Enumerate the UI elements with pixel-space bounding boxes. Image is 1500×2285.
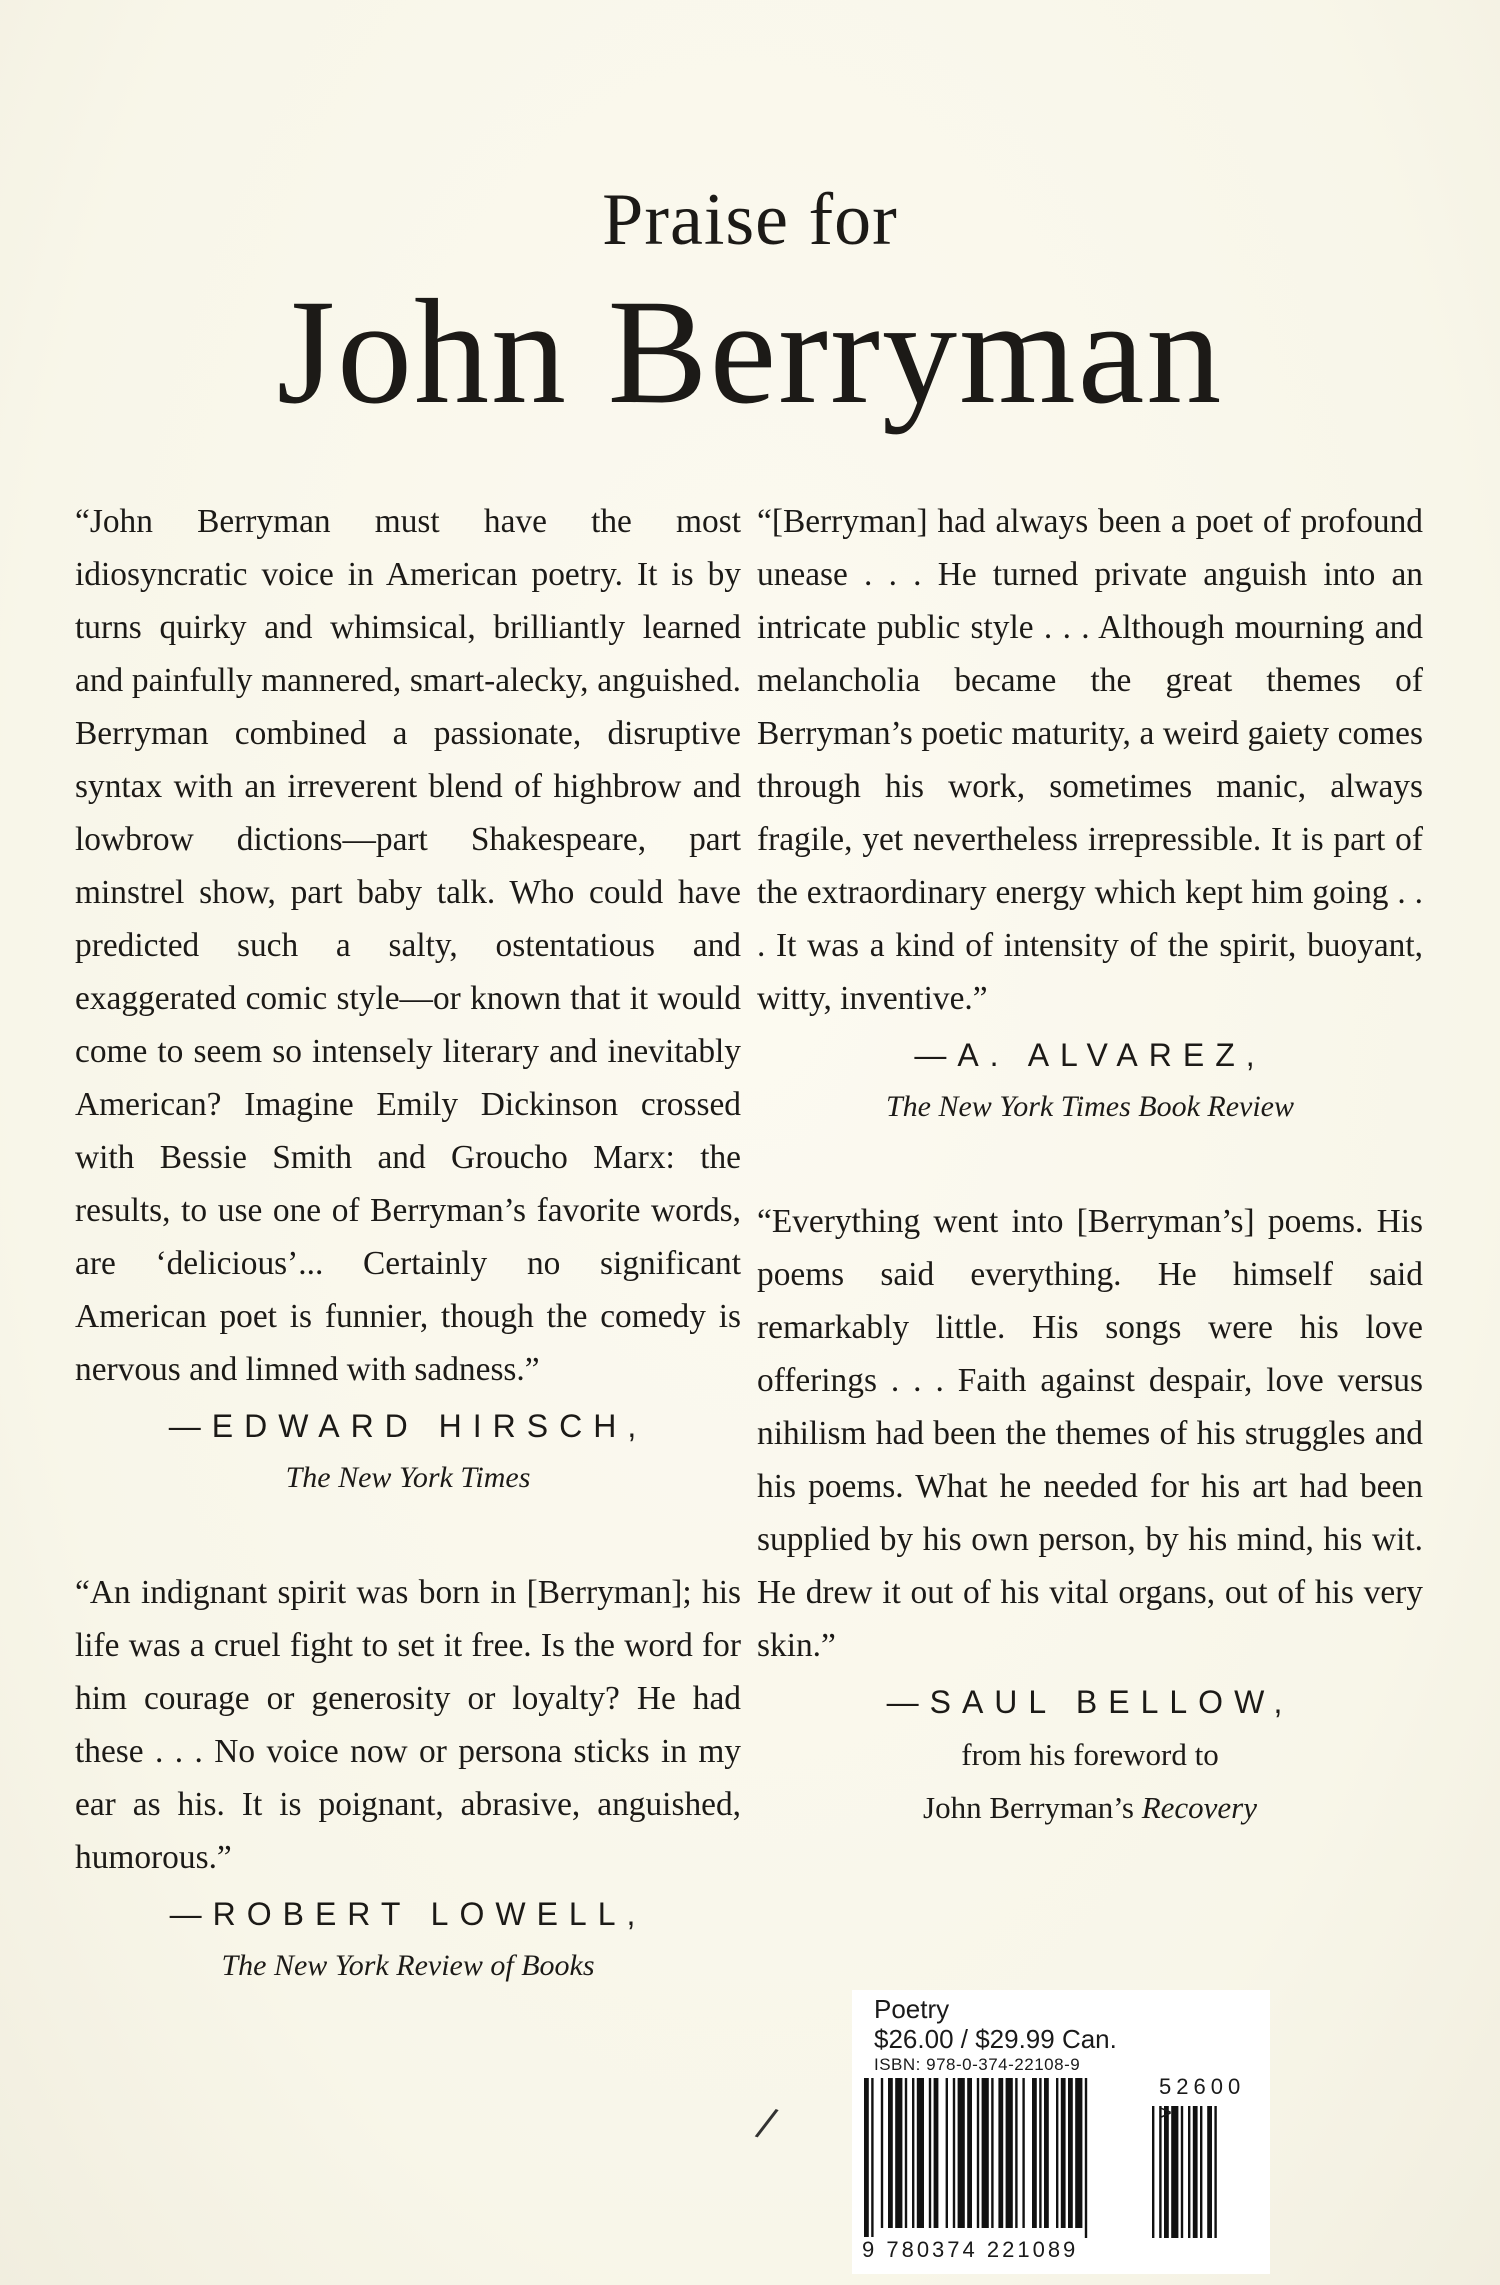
barcode-bar	[929, 2078, 931, 2228]
barcode-bar	[905, 2078, 907, 2228]
barcode-bar	[953, 2078, 955, 2228]
stray-ink-mark: /	[752, 2099, 781, 2147]
heading-praise-for: Praise for	[602, 179, 898, 261]
label-category: Poetry	[874, 1994, 950, 2024]
barcode-label	[852, 1990, 1270, 2274]
blurb-alvarez-source: The New York Times Book Review	[885, 1090, 1295, 1123]
barcode-bar	[967, 2078, 972, 2228]
barcode-bar	[946, 2078, 948, 2228]
blurb-alvarez-author: —A. ALVAREZ,	[914, 1037, 1266, 1073]
blurb-lowell-author: —ROBERT LOWELL,	[169, 1896, 647, 1932]
barcode-bar	[1056, 2078, 1058, 2228]
barcode-bar	[1085, 2078, 1087, 2238]
barcode-bar	[1032, 2078, 1037, 2228]
blurb-lowell	[75, 1566, 741, 1992]
blurb-bellow-source-line1: from his foreword to	[961, 1737, 1219, 1772]
right-column	[757, 495, 1423, 1834]
barcode-bar	[895, 2078, 902, 2228]
blurb-hirsch-text: “John Berryman must have the most idiosyncratic voice in American poetry. It is by turns quirky and whimsical, brilliantly learned and painfully mannered, smart-alecky, anguished. Berryman combined a passionate, disruptive syntax with an irreverent blend of highbrow and lowbrow dictions—part Shakespeare, part minstrel show, part baby talk. Who could have predicted such a salty, ostentatious and exaggerated comic style—or known that it would come to seem so intensely literary and inevitably American? Imagine Emily Dickinson crossed with Bessie Smith and Groucho Marx: the results, to use one of Berryman’s favorite words, are ‘delicious’... Certainly no significant American poet is funnier, though the comedy is nervous and limned with sadness.”	[75, 503, 741, 1388]
blurb-hirsch-author: —EDWARD HIRSCH,	[168, 1408, 648, 1444]
label-price: $26.00 / $29.99 Can.	[874, 2024, 1117, 2054]
barcode-bar	[1075, 2078, 1082, 2228]
barcode-bar	[1006, 2078, 1013, 2228]
barcode-bar	[871, 2078, 873, 2238]
blurb-lowell-attribution	[75, 1888, 741, 1992]
barcode-bar	[982, 2078, 989, 2228]
barcode-bar	[1044, 2078, 1049, 2228]
label-isbn: ISBN: 978-0-374-22108-9	[874, 2055, 1081, 2074]
barcode-bar	[958, 2078, 965, 2228]
barcode-bar	[991, 2078, 993, 2228]
isbn-digits: 9 780374 221089	[862, 2237, 1079, 2262]
barcode-bar	[998, 2078, 1003, 2228]
barcode-bar	[977, 2078, 979, 2228]
barcode-addon-bar	[1152, 2106, 1154, 2238]
blurb-bellow-author: —SAUL BELLOW,	[886, 1684, 1294, 1720]
blurb-lowell-text: “An indignant spirit was born in [Berryman]; his life was a cruel fight to set it free. Is the word for him courage or generosity or loyalty? He had these . . . No voice now or persona sticks in my ear as his. It is poignant, abrasive, anguished, humorous.”	[75, 1574, 741, 1876]
blurb-bellow-attribution	[757, 1676, 1423, 1834]
blurb-bellow-source-title: Recovery	[1141, 1790, 1257, 1825]
barcode-bar	[917, 2078, 924, 2228]
barcode-bar	[934, 2078, 939, 2228]
barcode-bar	[881, 2078, 883, 2228]
blurb-bellow-source-prefix: John Berryman’s	[923, 1790, 1142, 1825]
blurb-alvarez	[757, 495, 1423, 1133]
blurb-hirsch-attribution	[75, 1400, 741, 1504]
barcode-bar	[912, 2078, 914, 2228]
barcode-bar	[1022, 2078, 1024, 2228]
barcode-bar	[888, 2078, 893, 2228]
blurb-lowell-source: The New York Review of Books	[221, 1949, 595, 1982]
blurb-hirsch-source: The New York Times	[285, 1461, 531, 1494]
blurb-alvarez-attribution	[757, 1029, 1423, 1133]
barcode-bar	[864, 2078, 869, 2238]
barcode-bar	[1068, 2078, 1073, 2228]
heading-author-name: John Berryman	[276, 269, 1224, 435]
price-code: 52600 >	[1159, 2074, 1246, 2125]
blurb-alvarez-text: “[Berryman] had always been a poet of profound unease . . . He turned private anguish into an intricate public style . . . Although mourning and melancholia became the great themes of Berryman’s poetic maturity, a weird gaiety comes through his work, sometimes manic, always fragile, yet nevertheless irrepressible. It is part of the extraordinary energy which kept him going . . . It was a kind of intensity of the spirit, buoyant, witty, inventive.”	[757, 503, 1423, 1017]
blurb-hirsch	[75, 495, 741, 1504]
blurb-bellow	[757, 1195, 1423, 1834]
blurb-bellow-text: “Everything went into [Berryman’s] poems. His poems said everything. He himself said remarkably little. His songs were his love offerings . . . Faith against despair, love versus nihilism had been the themes of his struggles and his poems. What he needed for his art had been supplied by his own person, by his mind, his wit. He drew it out of his vital organs, out of his very skin.”	[757, 1203, 1423, 1664]
barcode-bar	[1061, 2078, 1066, 2228]
barcode-bar	[1039, 2078, 1041, 2228]
left-column	[75, 495, 741, 1992]
barcode-bar	[1015, 2078, 1017, 2228]
blurb-bellow-source-line2	[757, 1781, 1423, 1834]
